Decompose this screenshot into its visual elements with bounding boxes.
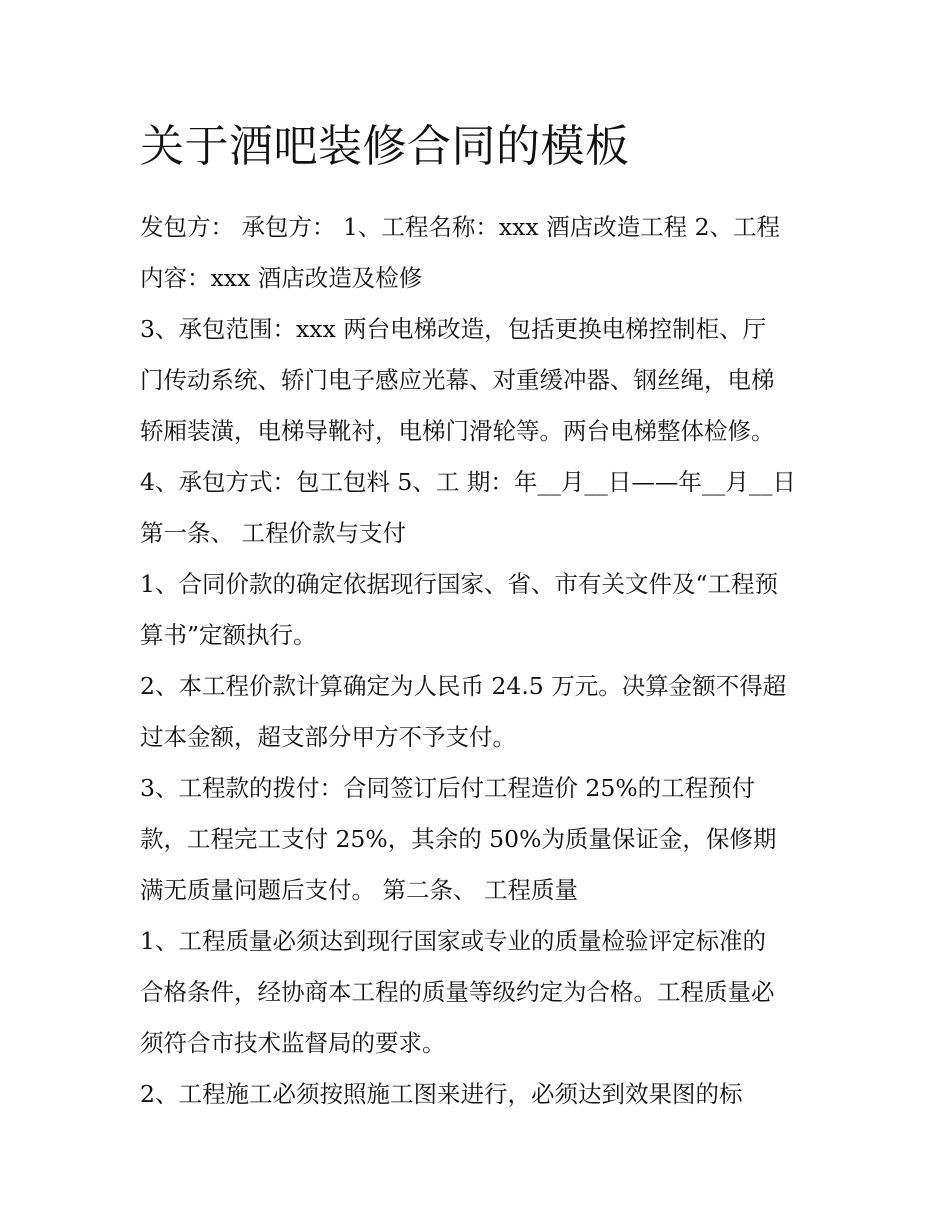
document-body <box>140 112 830 1120</box>
text-line: 第一条、 工程价款与支付 <box>140 519 406 547</box>
text-line: 满无质量问题后支付。 第二条、 工程质量 <box>140 876 578 904</box>
document-title: 关于酒吧装修合同的模板 <box>140 121 630 172</box>
text-line: 4、承包方式：包工包料 5、工 期：年__月__日——年__月__日 <box>140 468 796 496</box>
text-line: 须符合市技术监督局的要求。 <box>140 1029 446 1057</box>
text-line: 1、合同价款的确定依据现行国家、省、市有关文件及“工程预 <box>140 570 778 598</box>
text-line: 内容：xxx 酒店改造及检修 <box>140 264 423 292</box>
text-line: 3、工程款的拨付：合同签订后付工程造价 25%的工程预付 <box>140 774 756 802</box>
text-line: 算书”定额执行。 <box>140 621 317 649</box>
text-line: 门传动系统、轿门电子感应光幕、对重缓冲器、钢丝绳，电梯 <box>140 366 775 394</box>
text-line: 1、工程质量必须达到现行国家或专业的质量检验评定标准的 <box>140 927 766 955</box>
text-line: 轿厢装潢，电梯导靴衬，电梯门滑轮等。两台电梯整体检修。 <box>140 417 775 445</box>
text-line: 合格条件，经协商本工程的质量等级约定为合格。工程质量必 <box>140 978 775 1006</box>
text-line: 3、承包范围：xxx 两台电梯改造，包括更换电梯控制柜、厅 <box>140 315 767 343</box>
text-line: 2、工程施工必须按照施工图来进行，必须达到效果图的标 <box>140 1080 743 1108</box>
document-text <box>140 202 830 1120</box>
text-line: 款，工程完工支付 25%，其余的 50%为质量保证金，保修期 <box>140 825 777 853</box>
text-line: 2、本工程价款计算确定为人民币 24.5 万元。决算金额不得超 <box>140 672 787 700</box>
text-line: 发包方： 承包方： 1、工程名称：xxx 酒店改造工程 2、工程 <box>140 213 781 241</box>
text-line: 过本金额，超支部分甲方不予支付。 <box>140 723 516 751</box>
